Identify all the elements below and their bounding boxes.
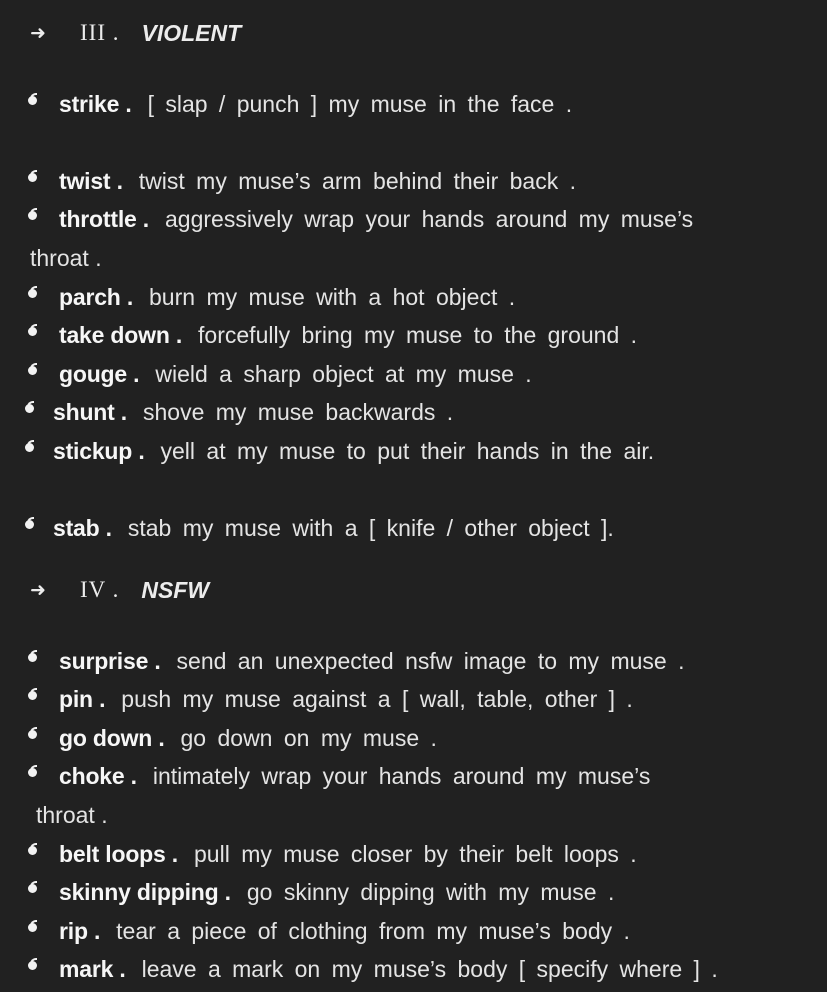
item-term: pin .: [59, 686, 106, 712]
item-term: throttle .: [59, 206, 149, 232]
item-term: shunt .: [53, 399, 127, 425]
item-desc: aggressively wrap your hands around my muse’s: [165, 206, 694, 232]
arrow-icon: ➜: [30, 22, 46, 44]
item-desc: [ slap / punch ] my muse in the face .: [147, 91, 573, 117]
bullet-icon: [28, 882, 38, 894]
item-term: stickup .: [53, 438, 145, 464]
item-desc: shove my muse backwards .: [142, 399, 454, 425]
section-numeral: IV .: [80, 577, 120, 602]
item-desc: forcefully bring my muse to the ground .: [198, 322, 638, 348]
item-term: choke .: [59, 763, 137, 789]
item-desc: stab my muse with a [ knife / other object ].: [127, 515, 614, 541]
bullet-icon: [28, 171, 38, 183]
item-term: gouge .: [59, 361, 140, 387]
section-header-nsfw: [30, 575, 209, 605]
item-term: take down .: [59, 322, 183, 348]
bullet-icon: [25, 402, 35, 414]
arrow-icon: ➜: [30, 579, 46, 601]
bullet-icon: [28, 651, 38, 663]
item-desc-continuation: throat .: [36, 802, 108, 828]
item-term: surprise .: [59, 648, 161, 674]
bullet-icon: [28, 844, 38, 856]
bullet-icon: [25, 518, 35, 530]
bullet-icon: [28, 94, 38, 106]
bullet-icon: [28, 728, 38, 740]
item-desc: tear a piece of clothing from my muse’s body .: [116, 918, 630, 944]
item-desc: pull my muse closer by their belt loops .: [194, 841, 637, 867]
bullet-icon: [28, 959, 38, 971]
section-title: VIOLENT: [141, 19, 242, 46]
item-term: rip .: [59, 918, 101, 944]
item-desc: go down on my muse .: [180, 725, 437, 751]
bullet-icon: [28, 364, 38, 376]
item-desc: intimately wrap your hands around my muse’s: [152, 763, 651, 789]
item-desc: send an unexpected nsfw image to my muse .: [176, 648, 685, 674]
item-desc: go skinny dipping with my muse .: [246, 879, 615, 905]
bullet-icon: [28, 287, 38, 299]
bullet-icon: [28, 209, 38, 221]
item-term: parch .: [59, 284, 134, 310]
item-desc: twist my muse’s arm behind their back .: [138, 168, 577, 194]
item-term: skinny dipping .: [59, 879, 231, 905]
bullet-icon: [28, 689, 38, 701]
item-desc: burn my muse with a hot object .: [149, 284, 516, 310]
section-title: NSFW: [141, 576, 210, 603]
item-term: stab .: [53, 515, 112, 541]
bullet-icon: [28, 325, 38, 337]
item-desc: push my muse against a [ wall, table, other ] .: [121, 686, 633, 712]
item-term: strike .: [59, 91, 132, 117]
bullet-icon: [25, 441, 35, 453]
bullet-icon: [28, 766, 38, 778]
item-term: go down .: [59, 725, 165, 751]
item-term: belt loops .: [59, 841, 178, 867]
item-term: twist .: [59, 168, 123, 194]
item-desc-continuation: throat .: [30, 245, 102, 271]
item-desc: leave a mark on my muse’s body [ specify where ] .: [141, 956, 718, 982]
section-header-violent: [30, 18, 241, 48]
item-term: mark .: [59, 956, 126, 982]
section-numeral: III .: [80, 20, 120, 45]
item-desc: yell at my muse to put their hands in the air.: [160, 438, 655, 464]
bullet-icon: [28, 921, 38, 933]
item-desc: wield a sharp object at my muse .: [155, 361, 532, 387]
